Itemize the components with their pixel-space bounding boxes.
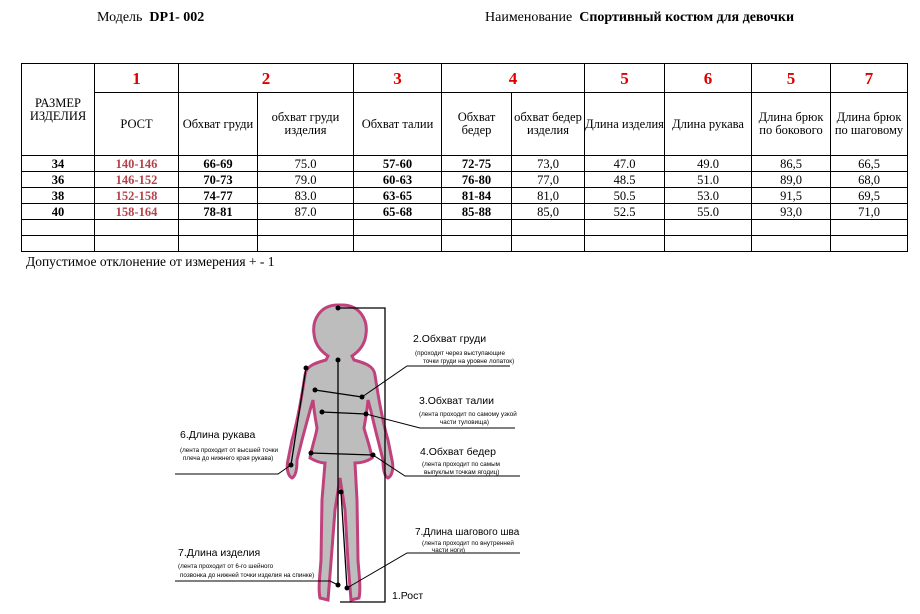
table-cell: 74-77 (179, 188, 258, 204)
length-note: позвонка до нижней точки изделия на спинке) (180, 572, 315, 579)
table-cell: 75.0 (258, 156, 354, 172)
table-cell: 85-88 (442, 204, 512, 220)
table-cell: 81-84 (442, 188, 512, 204)
table-cell: 40 (22, 204, 95, 220)
inseam-dot (339, 490, 344, 495)
sleeve-note: (лента проходит от высшей точки (180, 447, 278, 454)
column-number: 7 (831, 64, 908, 93)
sleeve-leader (175, 465, 291, 474)
length-note: (лента проходит от 6-го шейного (178, 563, 274, 570)
sleeve-note: плеча до нижнего края рукава) (183, 455, 274, 462)
column-header: обхват груди изделия (258, 93, 354, 156)
hips-note: (лента проходит по самым (422, 461, 500, 468)
inseam-note: (лента проходит по внутренней (422, 540, 514, 547)
table-cell: 86,5 (752, 156, 831, 172)
model-label: Модель (97, 10, 143, 25)
product-name-value: Спортивный костюм для девочки (579, 10, 795, 25)
table-cell: 152-158 (95, 188, 179, 204)
chest-title: 2.Обхват груди (413, 333, 487, 345)
table-cell: 70-73 (179, 172, 258, 188)
measurement-figure (170, 300, 530, 610)
chest-leader (362, 366, 510, 397)
column-header: Длина изделия (585, 93, 665, 156)
table-cell: 71,0 (831, 204, 908, 220)
column-number-row (22, 64, 908, 93)
body-shape (287, 305, 393, 600)
size-table (21, 63, 908, 252)
chest-note: точки груди на уровне лопаток) (423, 358, 515, 365)
sleeve-title: 6.Длина рукава (180, 429, 256, 441)
column-header-row (22, 93, 908, 156)
length-leader (175, 581, 338, 585)
inseam-note: части ноги) (432, 547, 465, 554)
table-cell: 81,0 (512, 188, 585, 204)
table-cell: 55.0 (665, 204, 752, 220)
table-row (22, 156, 908, 172)
inseam-title: 7.Длина шагового шва (415, 527, 520, 538)
product-name-line (485, 10, 794, 26)
table-cell: 47.0 (585, 156, 665, 172)
sleeve-dot (304, 366, 309, 371)
table-cell: 53.0 (665, 188, 752, 204)
table-cell: 146-152 (95, 172, 179, 188)
column-number: 6 (665, 64, 752, 93)
table-cell: 140-146 (95, 156, 179, 172)
table-cell: 60-63 (354, 172, 442, 188)
table-cell: 87.0 (258, 204, 354, 220)
table-cell: 48.5 (585, 172, 665, 188)
table-cell: 49.0 (665, 156, 752, 172)
height-top-dot (336, 306, 341, 311)
table-cell: 66-69 (179, 156, 258, 172)
table-cell: 78-81 (179, 204, 258, 220)
column-number: 2 (179, 64, 354, 93)
table-cell: 89,0 (752, 172, 831, 188)
table-cell: 76-80 (442, 172, 512, 188)
length-title: 7.Длина изделия (178, 547, 261, 559)
waist-dot (320, 410, 325, 415)
body-silhouette (287, 305, 393, 600)
table-cell: 52.5 (585, 204, 665, 220)
column-header: Длина брюк по бокового (752, 93, 831, 156)
empty-row (22, 220, 908, 236)
table-cell: 65-68 (354, 204, 442, 220)
table-cell: 85,0 (512, 204, 585, 220)
column-header: обхват бедер изделия (512, 93, 585, 156)
size-header: РАЗМЕР ИЗДЕЛИЯ (22, 64, 95, 156)
table-cell: 50.5 (585, 188, 665, 204)
table-row (22, 188, 908, 204)
table-cell: 36 (22, 172, 95, 188)
table-cell: 73,0 (512, 156, 585, 172)
table-cell: 68,0 (831, 172, 908, 188)
tolerance-note: Допустимое отклонение от измерения + - 1 (26, 254, 275, 269)
column-number: 5 (752, 64, 831, 93)
neck-dot (336, 358, 341, 363)
column-header: Обхват бедер (442, 93, 512, 156)
table-cell: 91,5 (752, 188, 831, 204)
chest-note: (проходит через выступающие (415, 350, 505, 357)
table-cell: 51.0 (665, 172, 752, 188)
waist-note: части туловища) (440, 419, 489, 426)
column-header: Длина брюк по шаговому (831, 93, 908, 156)
table-row (22, 172, 908, 188)
model-line (97, 10, 204, 26)
table-row (22, 204, 908, 220)
table-cell: 79.0 (258, 172, 354, 188)
table-cell: 63-65 (354, 188, 442, 204)
column-number: 5 (585, 64, 665, 93)
table-cell: 83.0 (258, 188, 354, 204)
table-cell: 57-60 (354, 156, 442, 172)
column-header: Длина рукава (665, 93, 752, 156)
hips-dot (309, 451, 314, 456)
product-name-label: Наименование (485, 10, 573, 25)
table-cell: 66,5 (831, 156, 908, 172)
column-header: РОСТ (95, 93, 179, 156)
table-cell: 34 (22, 156, 95, 172)
column-number: 3 (354, 64, 442, 93)
empty-row (22, 236, 908, 252)
column-header: Обхват груди (179, 93, 258, 156)
table-cell: 93,0 (752, 204, 831, 220)
height-title: 1.Рост (392, 590, 424, 602)
table-cell: 77,0 (512, 172, 585, 188)
model-value: DP1- 002 (149, 10, 205, 25)
chest-dot (313, 388, 318, 393)
column-number: 4 (442, 64, 585, 93)
column-number: 1 (95, 64, 179, 93)
waist-title: 3.Обхват талии (419, 395, 495, 407)
column-header: Обхват талии (354, 93, 442, 156)
table-cell: 69,5 (831, 188, 908, 204)
waist-note: (лента проходит по самому узкой (419, 411, 517, 418)
table-cell: 158-164 (95, 204, 179, 220)
table-cell: 38 (22, 188, 95, 204)
hips-note: выпуклым точкам ягодиц) (424, 469, 500, 476)
hips-title: 4.Обхват бедер (420, 446, 496, 458)
inseam-leader (347, 553, 520, 588)
table-cell: 72-75 (442, 156, 512, 172)
